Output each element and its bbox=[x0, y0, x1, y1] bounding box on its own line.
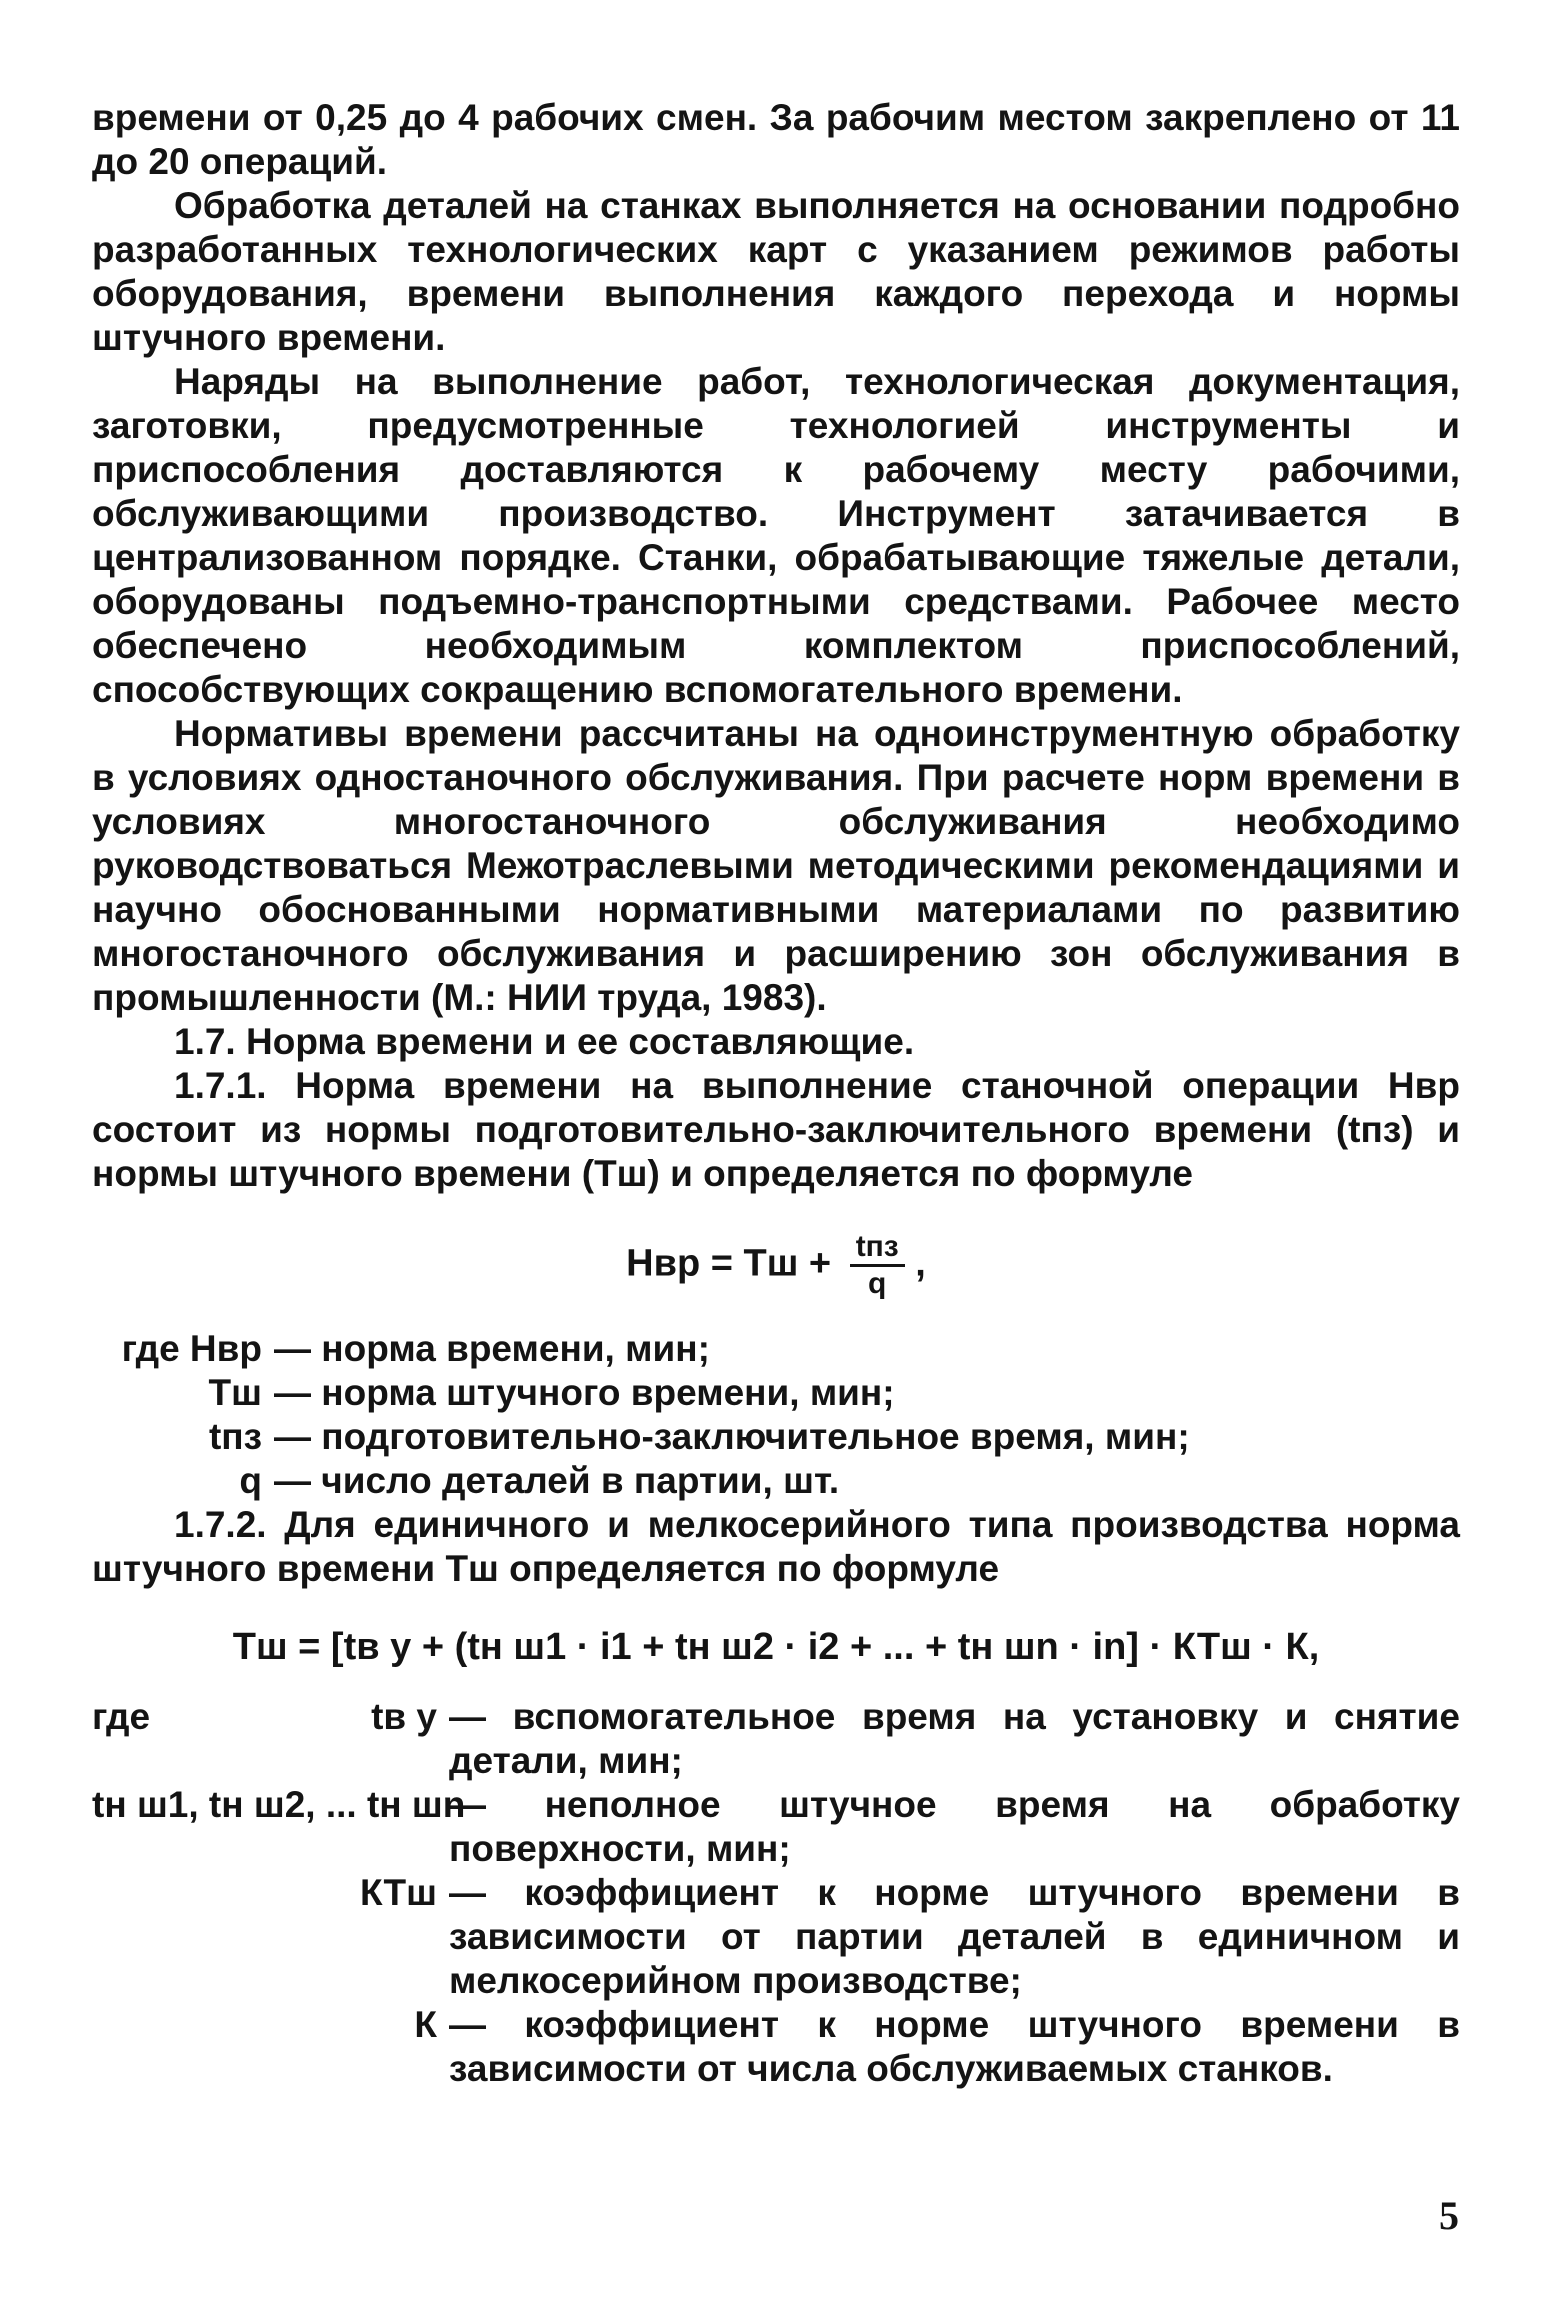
definition-label: tв у bbox=[371, 1696, 437, 1737]
definition-text: — подготовительно-заключительное время, мин; bbox=[274, 1416, 1190, 1457]
page-number: 5 bbox=[1439, 2193, 1459, 2238]
paragraph-processing: Обработка деталей на станках выполняется на основании подробно разработанных технологических карт с указанием режимов работы оборудования, времени выполнения каждого перехода и нормы штучного времени. bbox=[92, 185, 1460, 358]
definition-row bbox=[92, 2003, 1460, 2091]
definitions-list-1 bbox=[92, 1327, 1460, 1503]
paragraph-1-7-1: 1.7.1. Норма времени на выполнение станочной операции Нвр состоит из нормы подготовительно-заключительного времени (tпз) и нормы штучного времени (Тш) и определяется по формуле bbox=[92, 1065, 1460, 1194]
definition-text: — число деталей в партии, шт. bbox=[274, 1460, 840, 1501]
paragraph-workplace: Наряды на выполнение работ, технологическая документация, заготовки, предусмотренные технологией инструменты и приспособления доставляются к рабочему месту рабочими, обслуживающими производство. Инструмент затачивается в централизованном порядке. Станки, обрабатывающие тяжелые детали, оборудованы подъемно-транспортными средствами. Рабочее место обеспечено необходимым комплектом приспособлений, способствующих сокращению вспомогательного времени. bbox=[92, 361, 1460, 710]
paragraph-continuation: времени от 0,25 до 4 рабочих смен. За рабочим местом закреплено от 11 до 20 операций. bbox=[92, 97, 1460, 182]
definition-row bbox=[92, 1695, 1460, 1783]
definition-row bbox=[92, 1371, 1460, 1415]
definition-label: tпз bbox=[208, 1416, 262, 1457]
formula-norm-time bbox=[92, 1230, 1460, 1301]
definition-label: КТш bbox=[360, 1872, 437, 1913]
definition-label: где Нвр bbox=[121, 1328, 262, 1369]
definition-text: — коэффициент к норме штучного времени в зависимости от партии деталей в единичном и мелкосерийном производстве; bbox=[449, 1872, 1460, 2001]
formula-piece-time: Тш = [tв у + (tн ш1 · i1 + tн ш2 · i2 + ... + tн шn · in] · КТш · К, bbox=[232, 1626, 1320, 1668]
definition-label: К bbox=[414, 2004, 437, 2045]
definition-label: q bbox=[239, 1460, 262, 1501]
definition-row bbox=[92, 1327, 1460, 1371]
definition-text: — вспомогательное время на установку и снятие детали, мин; bbox=[449, 1696, 1460, 1781]
definitions-where: где bbox=[92, 1696, 151, 1737]
definition-row bbox=[92, 1783, 1460, 1871]
definition-text: — норма штучного времени, мин; bbox=[274, 1372, 895, 1413]
paragraph-norms: Нормативы времени рассчитаны на одноинструментную обработку в условиях одностаночного обслуживания. При расчете норм времени в условиях многостаночного обслуживания необходимо руководствоваться Межотраслевыми методическими рекомендациями и научно обоснованными нормативными материалами по развитию многостаночного обслуживания и расширению зон обслуживания в промышленности (М.: НИИ труда, 1983). bbox=[92, 713, 1460, 1018]
fraction-denominator: q bbox=[868, 1267, 887, 1300]
definition-row bbox=[92, 1871, 1460, 2003]
definition-label: Тш bbox=[208, 1372, 262, 1413]
definition-text: — неполное штучное время на обработку поверхности, мин; bbox=[449, 1784, 1460, 1869]
formula-lhs: Нвр = Тш + bbox=[626, 1242, 832, 1285]
definitions-list-2 bbox=[92, 1695, 1460, 2091]
page-body bbox=[92, 96, 1460, 2091]
paragraph-1-7-2: 1.7.2. Для единичного и мелкосерийного типа производства норма штучного времени Тш определяется по формуле bbox=[92, 1504, 1460, 1589]
definition-row bbox=[92, 1415, 1460, 1459]
section-heading: 1.7. Норма времени и ее составляющие. bbox=[174, 1021, 915, 1062]
definition-label: tн ш1, tн ш2, ... tн шn bbox=[92, 1784, 466, 1825]
definition-text: — норма времени, мин; bbox=[274, 1328, 710, 1369]
definition-text: — коэффициент к норме штучного времени в зависимости от числа обслуживаемых станков. bbox=[449, 2004, 1460, 2089]
fraction-numerator: tпз bbox=[850, 1230, 905, 1267]
definition-row bbox=[92, 1459, 1460, 1503]
formula-fraction bbox=[850, 1230, 905, 1301]
formula-tail: , bbox=[915, 1242, 926, 1285]
